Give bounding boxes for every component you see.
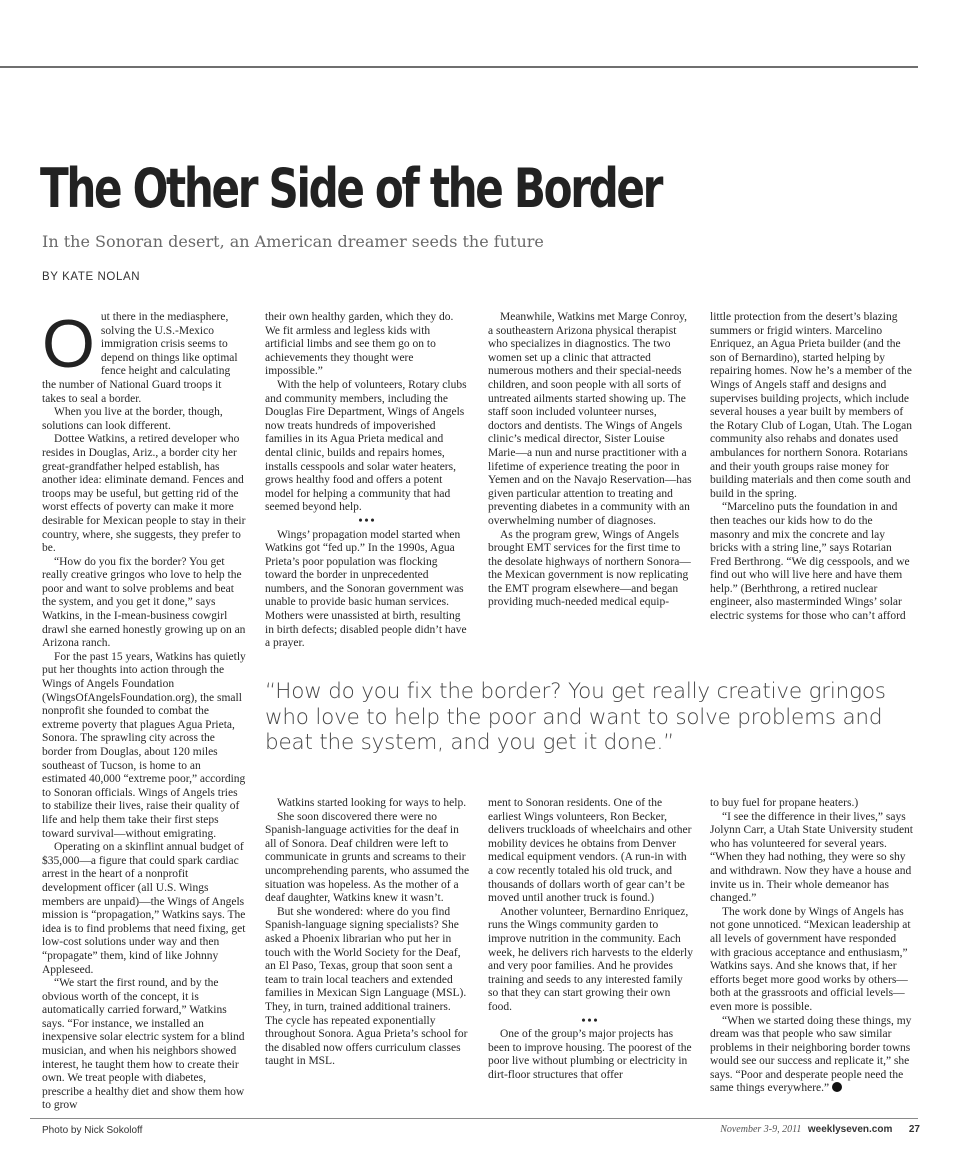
paragraph: One of the group’s major projects has been to improve housing. The poorest of the poor live without plumbing or electricity in dirt-floor structures that offer: [488, 1028, 692, 1081]
paragraph: With the help of volunteers, Rotary clubs and community members, including the Douglas Fire Department, Wings of Angels now treats hundreds of impoverished families in its Agua Prieta medical and dental clinic, builds and repairs homes, installs cesspools and solar water heaters, grows healthy food and offers a potent model for helping a community that had seemed beyond help.: [265, 378, 467, 514]
paragraph: Wings’ propagation model started when Watkins got “fed up.” In the 1990s, Agua Prieta’s poor population was flocking toward the border in unprecedented numbers, and the Sonoran government was unable to provide basic human services. Mothers were unassisted at birth, resulting in birth defects; disabled people didn’t have a prayer.: [265, 528, 467, 650]
paragraph: For the past 15 years, Watkins has quietly put her thoughts into action through the Wings of Angels Foundation (WingsOfAngelsFoundation.org), the small nonprofit she founded to combat the extreme poverty that plagues Agua Prieta, Sonora. The sprawling city across the border from Douglas, about 120 miles southeast of Tucson, is home to an estimated 40,000 “extreme poor,” according to Sonoran officials. Wings of Angels tries to stabilize their lives, raise their quality of life and help them take their first steps toward survival—without emigrating.: [42, 650, 246, 840]
paragraph: “How do you fix the border? You get really creative gringos who love to help the poor and want to solve problems and beat the system, and you get it done,” says Watkins, in the I-mean-business cowgirl drawl she earned honestly growing up on an Arizona ranch.: [42, 555, 246, 650]
website-link[interactable]: weeklyseven.com: [807, 1124, 893, 1135]
column-3-top: [488, 311, 693, 610]
paragraph: “Marcelino puts the foundation in and then teaches our kids how to do the masonry and mix the concrete and lay bricks with a string line,” says Rotarian Fred Berthrong. “We dig cesspools, and we find out who will live here and have them help.” (Berhthrong, a retired nuclear engineer, also masterminded Wings’ solar electric systems for those who can’t afford: [710, 501, 910, 623]
paragraph: Operating on a skinflint annual budget of $35,000—a figure that could spark cardiac arrest in the heart of a nonprofit development officer (all U.S. Wings members are unpaid)—the Wings of Angels mission is “propagation,” Watkins says. The idea is to find problems that need fixing, get low-cost solutions under way and then “propagate” them, kind of like Johnny Appleseed.: [42, 841, 246, 976]
page-number: 27: [908, 1124, 920, 1135]
paragraph: “We start the first round, and by the obvious worth of the concept, it is automatically carried forward,” Watkins says. “For instance, we installed an inexpensive solar electric system for a blind musician, and when his neighbors showed interest, he taught them how to create their own. We treat people with diabetes, prescribe a healthy diet and show them how to grow: [42, 977, 245, 1112]
seven-logo-icon: [832, 1082, 842, 1092]
paragraph: Watkins started looking for ways to help.: [277, 797, 467, 809]
paragraph: She soon discovered there were no Spanish-language activities for the deaf in all of Sonora. Deaf children were left to communicate in grunts and screams to their uncomprehending parents, who assumed the situation was hopeless. As the mother of a deaf daughter, Watkins knew it wasn’t.: [265, 810, 470, 905]
drop-cap: O: [42, 306, 95, 382]
section-separator: •••: [358, 514, 377, 527]
paragraph: Dottee Watkins, a retired developer who resides in Douglas, Ariz., a border city her great-grandfather helped establish, has another idea: eliminate demand. Fences and troops may be useful, but getting rid of the worst effects of poverty can make it more desirable for Mexican people to stay in their country, where, she suggests, they prefer to be.: [42, 433, 246, 555]
paragraph: ut there in the mediasphere, solving the U.S.-Mexico immigration crisis seems to depend on things like optimal fence height and calculating the number of National Guard troops it takes to seal a border.: [42, 311, 238, 405]
pull-quote: “How do you fix the border? You get really creative gringos who love to help the poor and want to solve problems and beat the system, and you get it done.”: [265, 679, 886, 755]
column-4-bottom: [710, 797, 915, 1096]
paragraph: ment to Sonoran residents. One of the earliest Wings volunteers, Ron Becker, delivers truckloads of wheelchairs and other mobility devices he obtains from Denver medical equipment vendors. (A run-in with a cow recently totaled his old truck, and thousands of dollars worth of gear can’t be moved until another truck is found.): [488, 797, 692, 905]
column-2-bottom: [265, 797, 470, 1069]
column-2-top: [265, 311, 470, 651]
article-title: The Other Side of the Border: [40, 157, 662, 220]
article-deck: In the Sonoran desert, an American dreamer seeds the future: [42, 232, 544, 251]
photo-credit: Photo by Nick Sokoloff: [42, 1125, 143, 1136]
paragraph: But she wondered: where do you find Spanish-language signing specialists? She asked a Phoenix librarian who put her in touch with the World Society for the Deaf, an El Paso, Texas, group that soon sent a team to train local teachers and extended families in Mexican Sign Language (MSL). They, in turn, trained additional trainers. The cycle has repeated exponentially throughout Sonora. Agua Prieta’s school for the disabled now offers curriculum classes taught in MSL.: [265, 905, 468, 1068]
paragraph: When you live at the border, though, solutions can look different.: [42, 406, 223, 432]
paragraph: to buy fuel for propane heaters.): [710, 797, 859, 809]
paragraph: their own healthy garden, which they do. We fit armless and legless kids with artificial limbs and see them go on to achievements they thought were impossible.”: [265, 311, 454, 378]
page-footer: [720, 1124, 920, 1135]
paragraph: Another volunteer, Bernardino Enriquez, runs the Wings community garden to improve nutrition in the community. Each week, he delivers rich harvests to the elderly and very poor families. And he provides training and seeds to any interested family so that they can start growing their own food.: [488, 905, 694, 1013]
paragraph: Meanwhile, Watkins met Marge Conroy, a southeastern Arizona physical therapist who specializes in diagnostics. The two women set up a clinic that attracted numerous mothers and their special-needs children, and soon people with all sorts of untreated ailments started showing up. The staff soon included volunteer nurses, doctors and dentists. The Wings of Angels clinic’s medical director, Sister Louise Marie—a nun and nurse practitioner with a lifetime of experience treating the poor in Yemen and on the Navajo Reservation—has given particular attention to treating and preventing diabetes in a community with an overwhelming number of diagnoses.: [488, 311, 692, 527]
paragraph: As the program grew, Wings of Angels brought EMT services for the first time to the desolate highways of northern Sonora—the Mexican government is now replicating the EMT program elsewhere—and began providing much-needed medical equip-: [488, 528, 691, 609]
paragraph: [710, 1015, 915, 1097]
paragraph: The work done by Wings of Angels has not gone unnoticed. “Mexican leadership at all levels of government have responded with gracious acceptance and enthusiasm,” Watkins says. And she knows that, if her efforts beget more good works by others—both at the grassroots and official levels—even more is possible.: [710, 905, 911, 1013]
section-separator: •••: [581, 1014, 600, 1027]
paragraph: “I see the difference in their lives,” says Jolynn Carr, a Utah State University student who has volunteered for several years. “When they had nothing, they were so shy and withdrawn. Now they have a house and invite us in. Their whole demeanor has changed.”: [710, 810, 913, 905]
paragraph: little protection from the desert’s blazing summers or frigid winters. Marcelino Enriquez, an Agua Prieta builder (and the son of Bernardino), started helping by repairing homes. Now he’s a member of the Wings of Angels staff and designs and supervises building projects, which include several houses a year built by members of the Rotary Club of Logan, Utah. The Logan community also rehabs and donates used ambulances for northern Sonora. Rotarians and their youth groups raise money for building materials and then come south and build in the spring.: [710, 311, 912, 500]
top-rule: [0, 66, 918, 68]
column-3-bottom: [488, 797, 693, 1082]
column-4-top: [710, 311, 915, 624]
closing-paragraph-text: “When we started doing these things, my dream was that people who saw similar problems in their neighboring border towns would see our success and replicate it,” she says. “Poor and desperate people need the same things everywhere.”: [710, 1014, 912, 1095]
issue-date: November 3-9, 2011: [720, 1124, 802, 1135]
column-1: [42, 306, 247, 1113]
bottom-rule: [30, 1118, 918, 1119]
byline: BY KATE NOLAN: [42, 271, 141, 283]
